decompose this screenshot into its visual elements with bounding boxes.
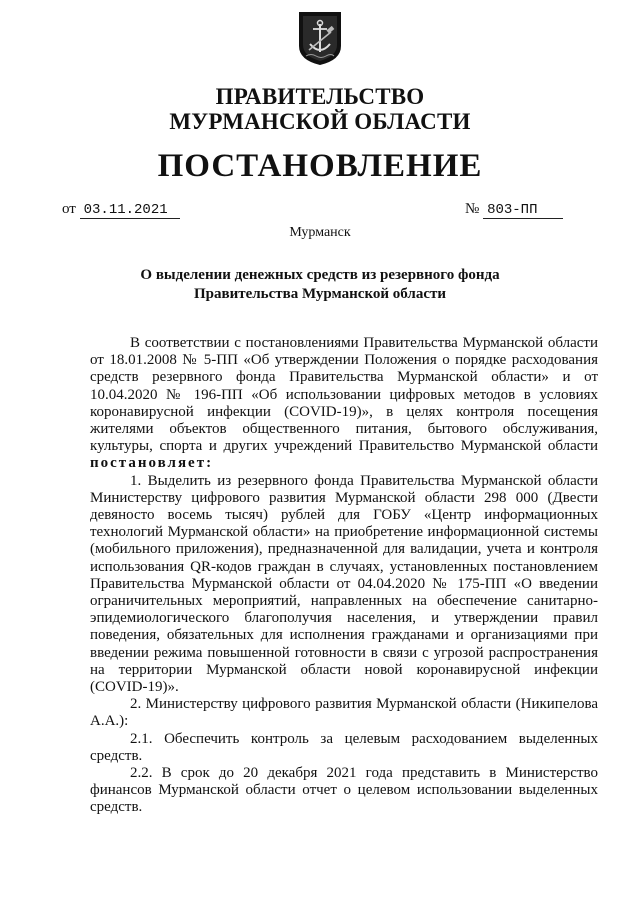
subject-line2: Правительства Мурманской области — [193, 286, 447, 302]
coat-of-arms-icon — [297, 10, 343, 66]
number-prefix: № — [465, 201, 480, 217]
document-type-title: ПОСТАНОВЛЕНИЕ — [157, 148, 483, 184]
date-row — [62, 201, 180, 219]
document-number: 803-ПП — [483, 202, 563, 219]
government-name-line2: МУРМАНСКОЙ ОБЛАСТИ — [169, 109, 471, 134]
paragraph-2-2: 2.2. В срок до 20 декабря 2021 года представить в Министерство финансов Мурманской области отчет о целевом использовании выделенных средств. — [90, 765, 598, 816]
city-name: Мурманск — [289, 225, 351, 240]
document-subject — [0, 266, 640, 304]
preamble-paragraph — [90, 335, 598, 473]
government-name-line1: ПРАВИТЕЛЬСТВО — [215, 84, 425, 109]
decree-word: постановляет: — [90, 455, 214, 472]
document-body — [90, 335, 598, 817]
paragraph-2-1: 2.1. Обеспечить контроль за целевым расходованием выделенных средств. — [90, 730, 598, 764]
subject-line1: О выделении денежных средств из резервного фонда — [140, 267, 500, 283]
paragraph-2: 2. Министерству цифрового развития Мурманской области (Никипелова А.А.): — [90, 696, 598, 730]
preamble-text: В соответствии с постановлениями Правительства Мурманской области от 18.01.2008 № 5-ПП «Об утверждении Положения о порядке расходования средств резервного фонда Правительства Мурманской области» и от 10.04.2020 № 196-ПП «Об использовании цифровых методов в условиях коронавирусной инфекции (COVID-19)», в целях контроля посещения жителями объектов общественного питания, бытового обслуживания, культуры, спорта и других учреждений Правительство Мурманской области — [90, 335, 598, 455]
date-prefix: от — [62, 201, 76, 217]
paragraph-1: 1. Выделить из резервного фонда Правительства Мурманской области Министерству цифрового развития Мурманской области 298 000 (Двести девяносто восемь тысяч) рублей для ГОБУ «Центр информационных технологий Мурманской области» на приобретение информационной системы (мобильного приложения), предназначенной для валидации, учета и контроля использования QR-кодов граждан в случаях, установленных постановлением Правительства Мурманской области от 04.04.2020 № 175-ПП «О введении ограничительных мероприятий, направленных на обеспечение санитарно-эпидемиологического благополучия населения, и утверждении правил поведения, обязательных для исполнения гражданами и организациями при введении режима повышенной готовности в связи с угрозой распространения на территории Мурманской области новой коронавирусной инфекции (COVID-19)». — [90, 472, 598, 696]
document-date: 03.11.2021 — [80, 202, 180, 219]
number-row — [465, 201, 563, 219]
